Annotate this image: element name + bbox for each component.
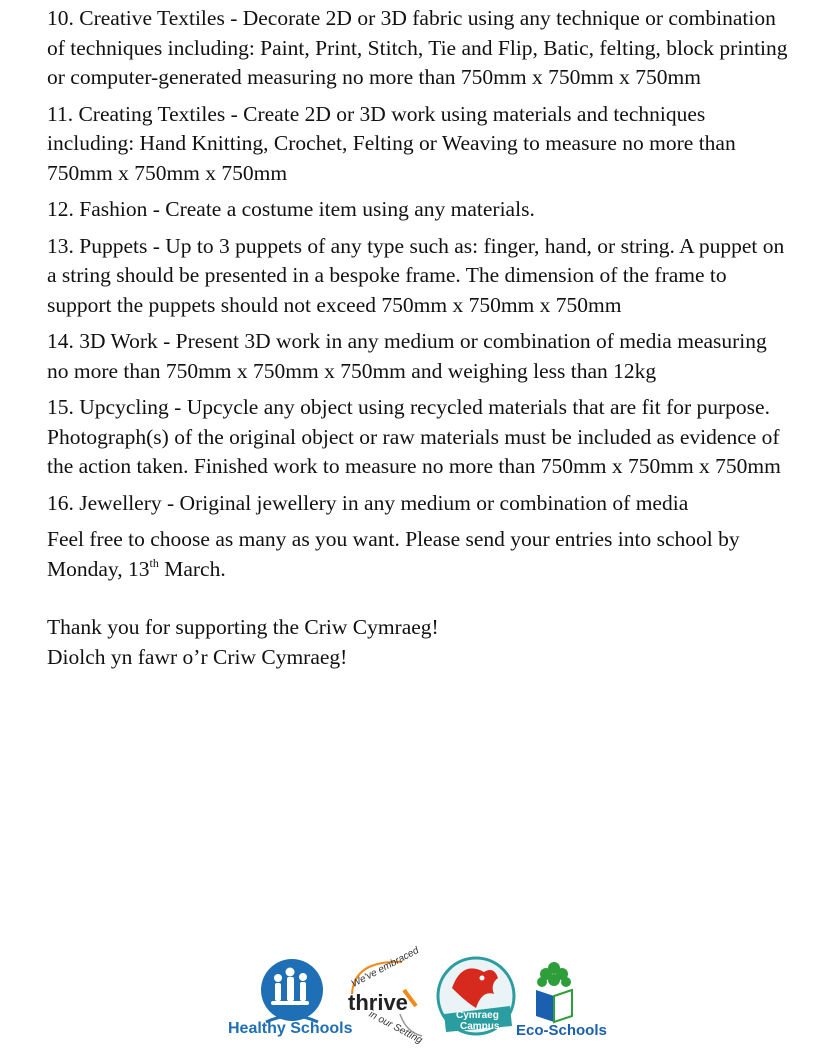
list-item: 11. Creating Textiles - Create 2D or 3D work using materials and techniques including: Hand Knitting, Crochet, Felting or Weaving to measure no more than 750mm x 750mm x 750mm	[47, 101, 736, 185]
thanks-welsh: Diolch yn fawr o’r Criw Cymraeg!	[47, 644, 348, 669]
thrive-setting-text: in our Setting	[366, 1008, 425, 1047]
list-item: 13. Puppets - Up to 3 puppets of any type such as: finger, hand, or string. A puppet on a string should be presented in a bespoke frame. The dimension of the frame to support the puppets should not exceed 750mm x 750mm x 750mm	[47, 233, 785, 317]
list-item: 10. Creative Textiles - Decorate 2D or 3D fabric using any technique or combination of techniques including: Paint, Print, Stitch, Tie and Flip, Batic, felting, block printing or computer-generated measuring no more than 750mm x 750mm x 750mm	[47, 6, 788, 89]
campus-label-1: Cymraeg	[456, 1010, 499, 1021]
closing-text-end: March.	[158, 556, 226, 581]
document-body	[47, 4, 792, 672]
eco-schools-label: Eco-Schools	[516, 1022, 607, 1039]
thanks-english: Thank you for supporting the Criw Cymraeg!	[47, 615, 439, 639]
list-item: 16. Jewellery - Original jewellery in any medium or combination of media	[47, 490, 689, 515]
eco-schools-logo	[516, 950, 606, 1045]
thrive-logo	[342, 945, 428, 1047]
healthy-schools-logo	[226, 950, 356, 1045]
campus-label-2: Campus	[460, 1021, 500, 1032]
logo-strip	[226, 945, 607, 1047]
thrive-arc-text: We've embraced	[349, 945, 421, 990]
list-item: 15. Upcycling - Upcycle any object using recycled materials that are fit for purpose. Photograph(s) of the original object or raw materials must be included as evidence of the action taken. Finished work to measure no more than 750mm x 750mm x 750mm	[47, 395, 781, 478]
list-item: 14. 3D Work - Present 3D work in any medium or combination of media measuring no more than 750mm x 750mm x 750mm and weighing less than 12kg	[47, 329, 767, 383]
cymraeg-campus-logo	[432, 950, 522, 1045]
thrive-name: thrive	[348, 990, 408, 1015]
closing-text: Feel free to choose as many as you want. Please send your entries into school by Monday, 13	[47, 527, 740, 581]
closing-paragraph	[47, 525, 792, 584]
list-item: 12. Fashion - Create a costume item using any materials.	[47, 197, 535, 221]
date-superscript: th	[149, 555, 159, 570]
healthy-schools-label: Healthy Schools	[228, 1020, 353, 1037]
